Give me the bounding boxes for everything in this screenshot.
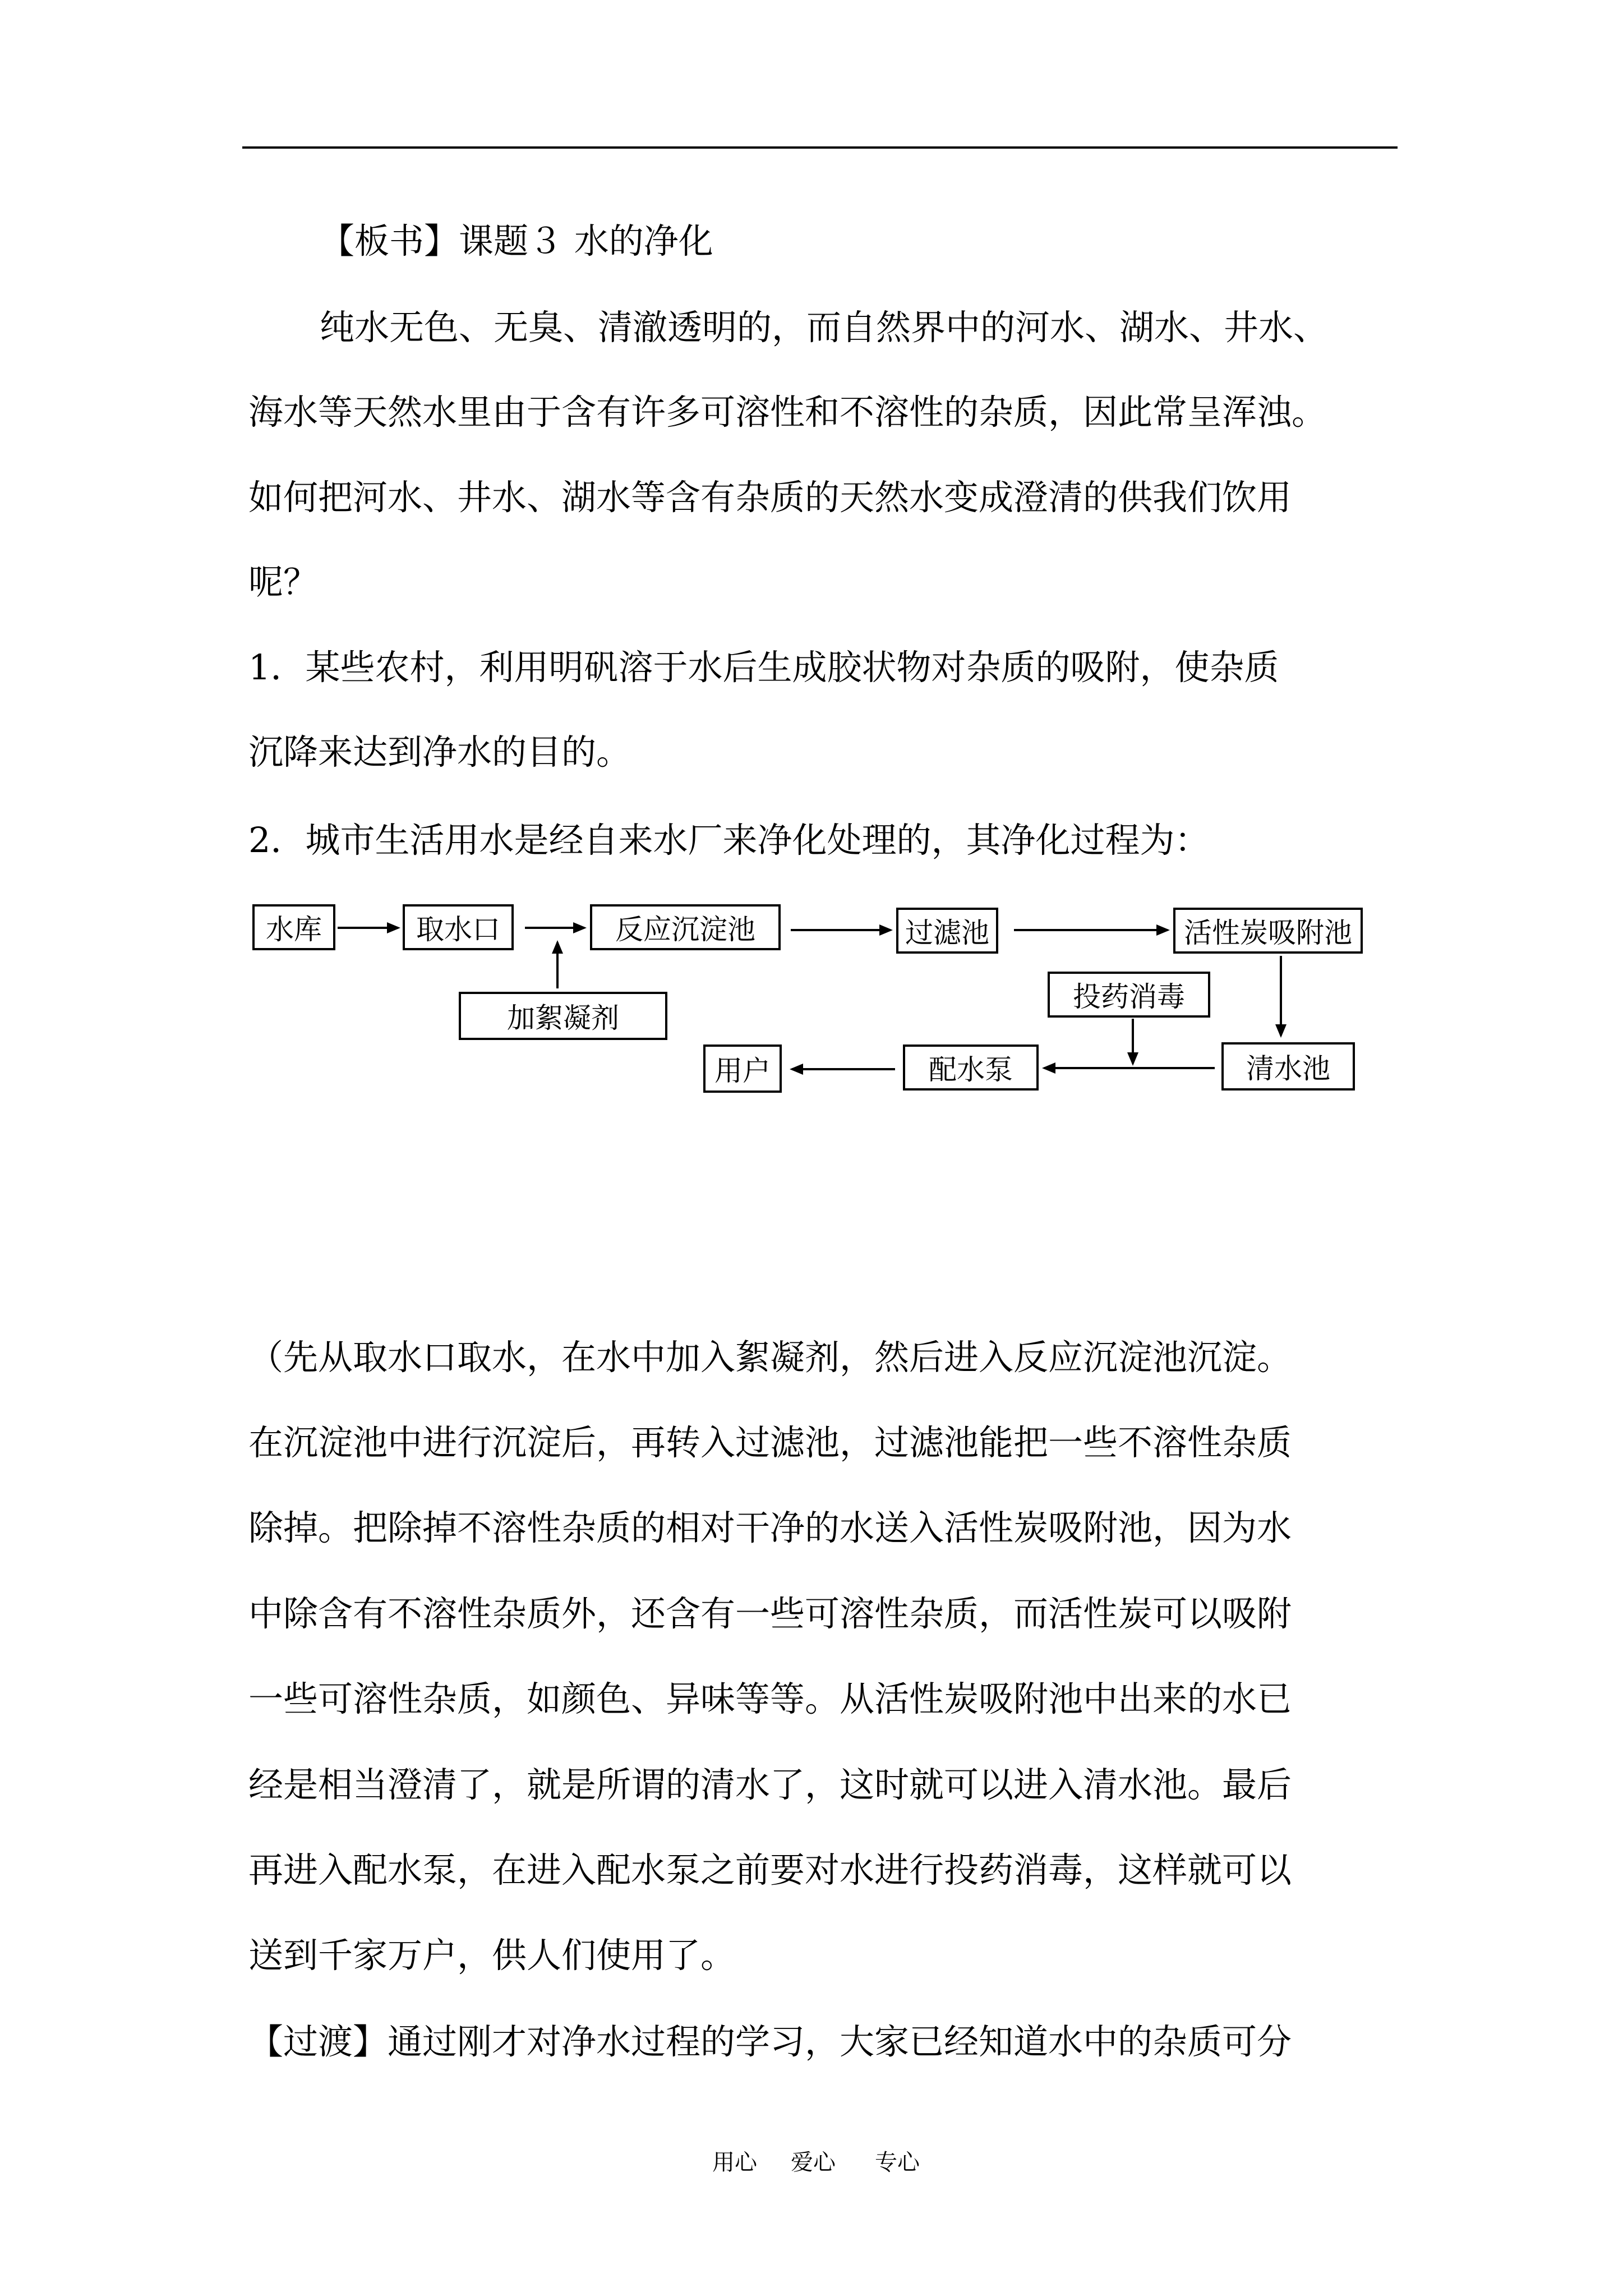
box-disinfect: 投药消毒 bbox=[1048, 972, 1210, 1018]
box-reservoir: 水库 bbox=[252, 904, 335, 950]
explanation-line: 在沉淀池中进行沉淀后，再转入过滤池，过滤池能把一些不溶性杂质 bbox=[248, 1422, 1292, 1463]
item-2: 2．城市生活用水是经自来水厂来净化处理的，其净化过程为： bbox=[248, 820, 1210, 861]
explanation-line: 一些可溶性杂质，如颜色、异味等等。从活性炭吸附池中出来的水已 bbox=[248, 1678, 1292, 1719]
intro-line: 海水等天然水里由于含有许多可溶性和不溶性的杂质，因此常呈浑浊。 bbox=[248, 392, 1327, 432]
footer-text: 专心 bbox=[875, 2150, 920, 2175]
transition-line: 【过渡】通过刚才对净水过程的学习，大家已经知道水中的杂质可分 bbox=[248, 2021, 1292, 2062]
box-clear-pool: 清水池 bbox=[1221, 1042, 1355, 1091]
footer-text: 用心 bbox=[712, 2150, 757, 2175]
box-carbon: 活性炭吸附池 bbox=[1173, 908, 1363, 954]
box-intake: 取水口 bbox=[403, 904, 514, 950]
intro-line: 纯水无色、无臭、清澈透明的，而自然界中的河水、湖水、井水、 bbox=[320, 307, 1329, 348]
box-coagulant: 加絮凝剂 bbox=[459, 992, 667, 1040]
explanation-line: （先从取水口取水，在水中加入絮凝剂，然后进入反应沉淀池沉淀。 bbox=[248, 1337, 1292, 1378]
explanation-line: 再进入配水泵，在进入配水泵之前要对水进行投药消毒，这样就可以 bbox=[248, 1849, 1292, 1890]
lesson-heading: 【板书】课题３ 水的净化 bbox=[320, 220, 713, 261]
explanation-line: 送到千家万户，供人们使用了。 bbox=[248, 1935, 736, 1976]
box-user: 用户 bbox=[703, 1045, 782, 1093]
box-filter: 过滤池 bbox=[896, 908, 998, 954]
footer-text: 爱心 bbox=[791, 2150, 836, 2175]
explanation-line: 中除含有不溶性杂质外，还含有一些可溶性杂质，而活性炭可以吸附 bbox=[248, 1593, 1292, 1634]
intro-line: 呢？ bbox=[248, 562, 319, 602]
intro-line: 如何把河水、井水、湖水等含有杂质的天然水变成澄清的供我们饮用 bbox=[248, 477, 1292, 518]
explanation-line: 经是相当澄清了，就是所谓的清水了，这时就可以进入清水池。最后 bbox=[248, 1764, 1292, 1805]
explanation-line: 除掉。把除掉不溶性杂质的相对干净的水送入活性炭吸附池，因为水 bbox=[248, 1507, 1292, 1548]
box-sedimentation: 反应沉淀池 bbox=[590, 904, 781, 950]
box-pump: 配水泵 bbox=[903, 1045, 1039, 1091]
item-1-line: 1．某些农村，利用明矾溶于水后生成胶状物对杂质的吸附，使杂质 bbox=[248, 647, 1279, 688]
item-1-line: 沉降来达到净水的目的。 bbox=[248, 731, 631, 772]
